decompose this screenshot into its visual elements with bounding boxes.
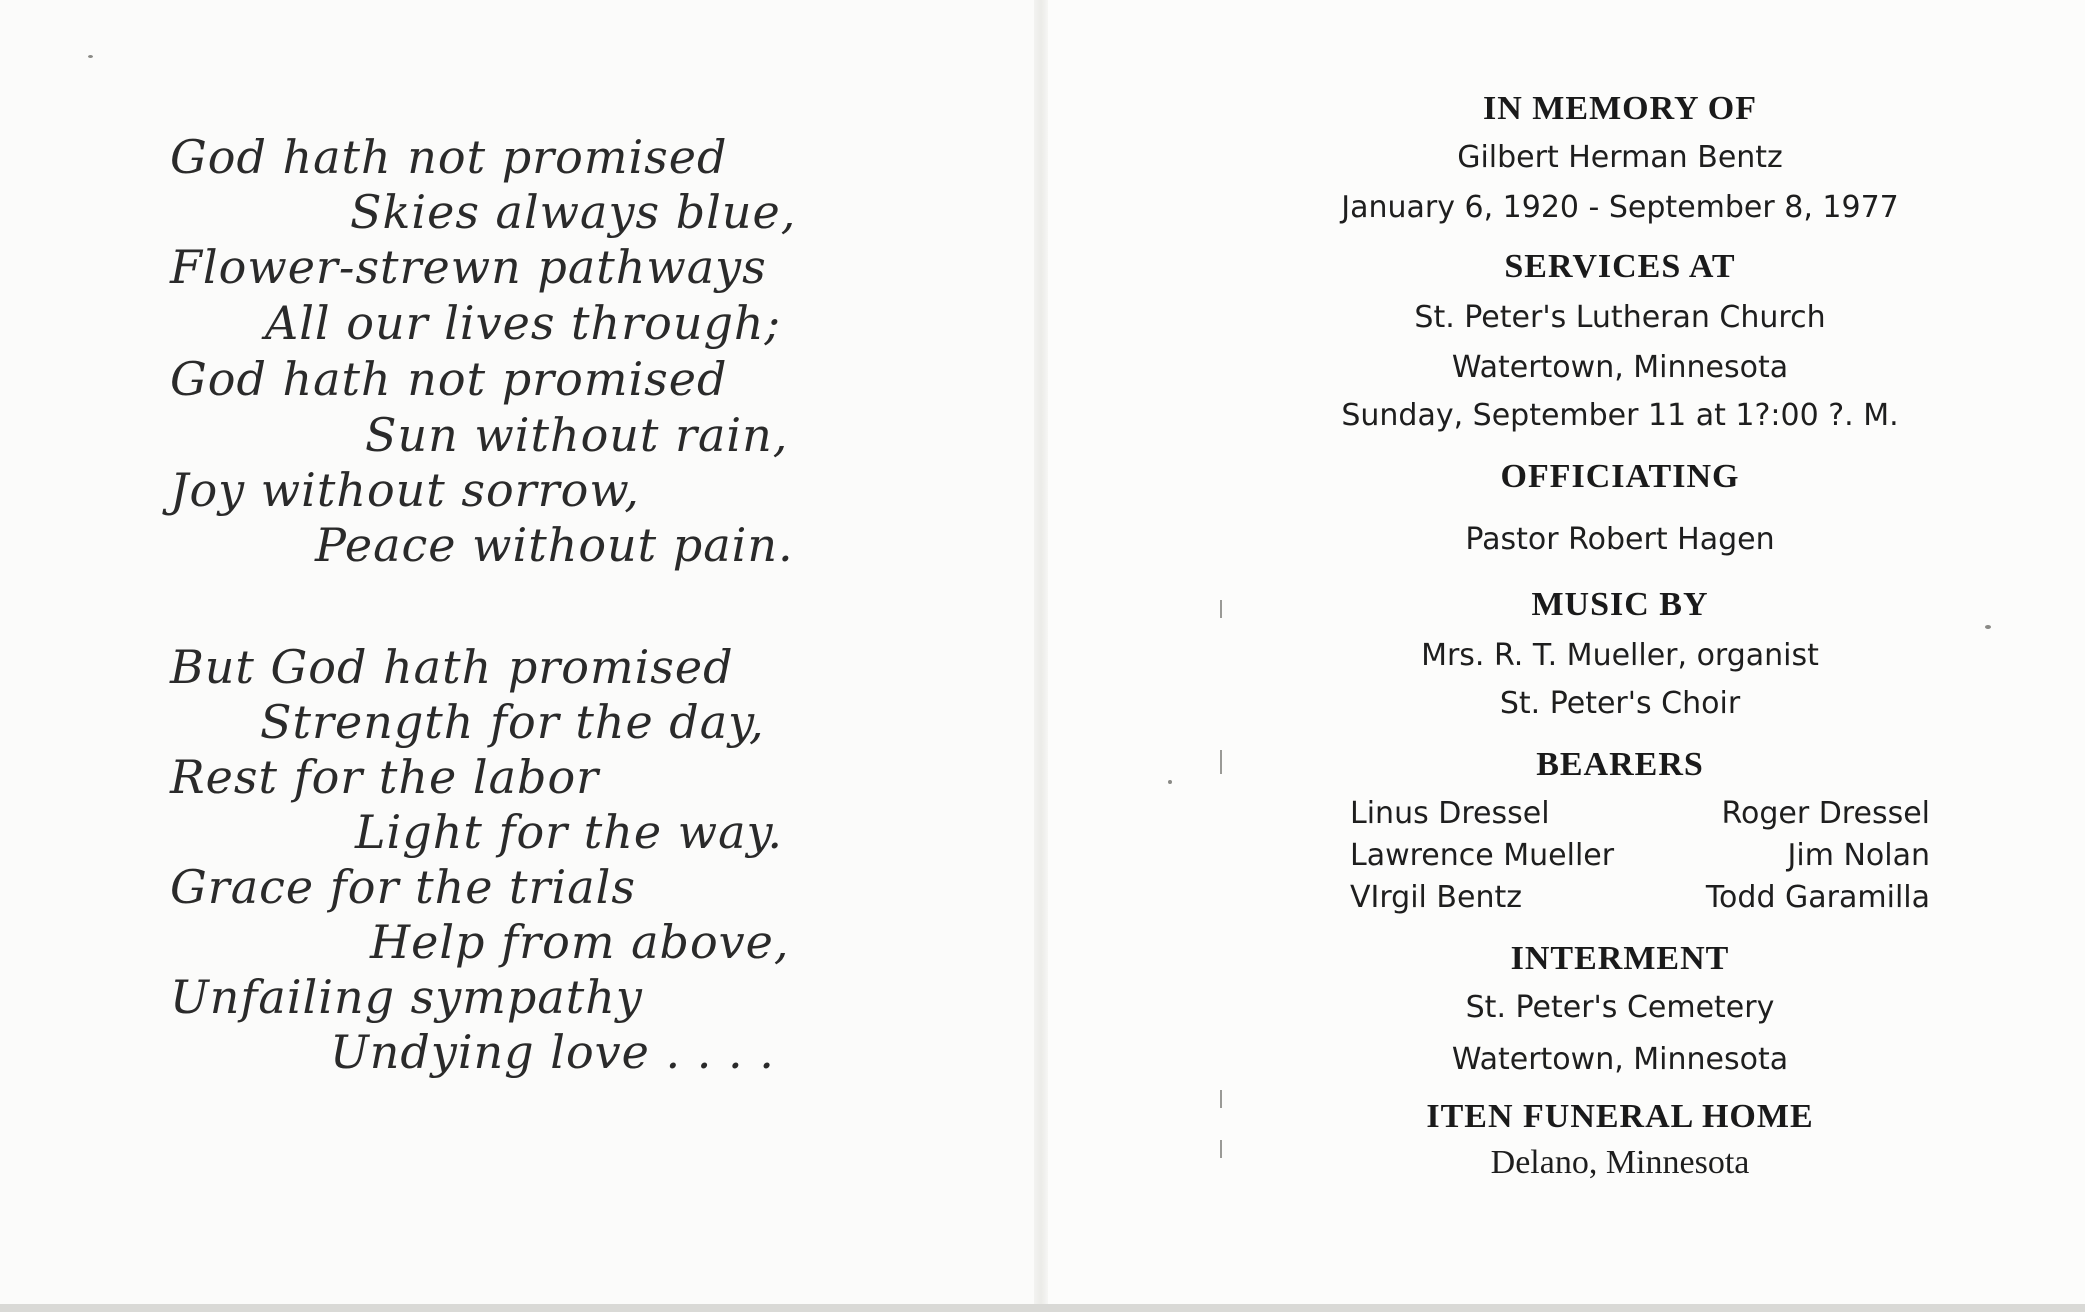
services-heading: SERVICES AT	[1504, 248, 1736, 285]
poem-line: Unfailing sympathy	[170, 970, 643, 1024]
poem-line: All our lives through;	[265, 296, 782, 350]
bearer-name: VIrgil Bentz	[1350, 880, 1522, 915]
bearer-name: Jim Nolan	[1787, 838, 1930, 873]
church-location: Watertown, Minnesota	[1451, 350, 1789, 385]
scan-speck	[1168, 780, 1172, 784]
poem-line: Grace for the trials	[170, 860, 636, 914]
bearer-name: Todd Garamilla	[1705, 880, 1930, 915]
poem-line: Rest for the labor	[170, 750, 600, 804]
bearers-heading: BEARERS	[1536, 746, 1704, 783]
page-fold	[1034, 0, 1048, 1312]
funeral-home-location: Delano, Minnesota	[1490, 1144, 1750, 1181]
poem-line: Undying love . . . .	[330, 1025, 775, 1079]
poem-line: Flower-strewn pathways	[170, 240, 767, 294]
scan-mark	[1220, 1090, 1222, 1108]
poem-line: Peace without pain.	[315, 518, 794, 572]
scan-mark	[1220, 750, 1222, 774]
scan-speck	[88, 55, 93, 58]
in-memory-heading: IN MEMORY OF	[1483, 90, 1757, 127]
poem-line: Help from above,	[370, 915, 790, 969]
church-name: St. Peter's Lutheran Church	[1414, 300, 1826, 335]
deceased-name: Gilbert Herman Bentz	[1457, 140, 1783, 175]
card-bottom-edge	[0, 1304, 2085, 1312]
bearer-name: Roger Dressel	[1721, 796, 1930, 831]
funeral-home-name: ITEN FUNERAL HOME	[1426, 1098, 1814, 1135]
poem-line: But God hath promised	[170, 640, 734, 694]
choir-name: St. Peter's Choir	[1499, 686, 1741, 721]
music-heading: MUSIC BY	[1531, 586, 1709, 623]
cemetery-name: St. Peter's Cemetery	[1465, 990, 1775, 1025]
service-time: Sunday, September 11 at 1?:00 ?. M.	[1341, 398, 1899, 433]
organist-name: Mrs. R. T. Mueller, organist	[1421, 638, 1819, 673]
poem-line: Light for the way.	[355, 805, 784, 859]
scan-mark	[1220, 1140, 1222, 1158]
scan-speck	[1985, 625, 1991, 629]
interment-heading: INTERMENT	[1510, 940, 1730, 977]
scan-mark	[1220, 600, 1222, 618]
officiating-heading: OFFICIATING	[1500, 458, 1740, 495]
poem-line: God hath not promised	[170, 352, 728, 406]
life-dates: January 6, 1920 - September 8, 1977	[1341, 190, 1899, 225]
poem-line: Sun without rain,	[365, 408, 789, 462]
cemetery-location: Watertown, Minnesota	[1451, 1042, 1789, 1077]
poem-line: Strength for the day,	[260, 695, 765, 749]
poem-line: God hath not promised	[170, 130, 728, 184]
poem-line: Skies always blue,	[350, 185, 797, 239]
bearer-name: Lawrence Mueller	[1350, 838, 1615, 873]
bearer-name: Linus Dressel	[1350, 796, 1550, 831]
poem-line: Joy without sorrow,	[170, 463, 640, 517]
pastor-name: Pastor Robert Hagen	[1465, 522, 1775, 557]
